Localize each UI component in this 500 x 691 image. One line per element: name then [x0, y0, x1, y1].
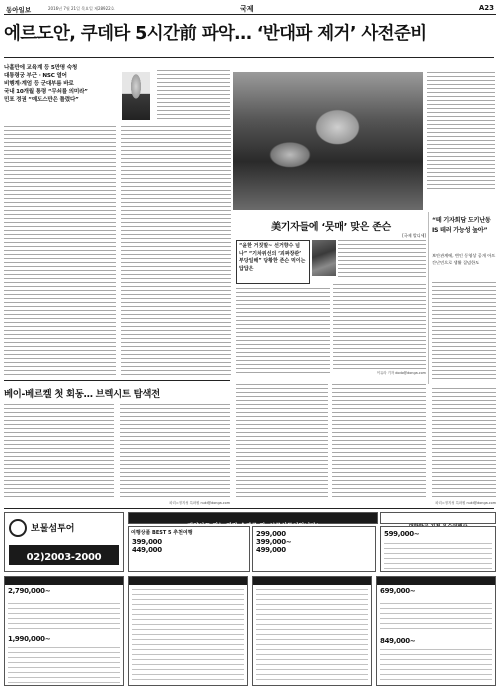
- ad-lower-right: [376, 576, 496, 686]
- kicker-line: 비행계·계엄 등 군대부름 바로: [4, 81, 74, 87]
- company-phone-panel: [9, 545, 119, 565]
- page-number: A23: [478, 4, 494, 12]
- newspaper-brand: 동아일보: [6, 6, 32, 14]
- second-story-byline: 파리=정지성 특파원 nuki@donga.com: [169, 501, 230, 505]
- ad-price: 2,790,000~: [8, 587, 51, 595]
- ad-banner-right: [380, 512, 496, 524]
- masthead: [4, 3, 496, 15]
- ad-price: 449,000: [132, 546, 162, 554]
- second-story-column-2: [120, 404, 230, 500]
- johnson-portrait-photo: [312, 240, 336, 276]
- ad-lower-header: [377, 577, 495, 585]
- ad-price: 499,000: [256, 546, 286, 554]
- ad-tour-box: [252, 526, 376, 572]
- kicker-line: 국내 10개월 통령 “무쇠를 의미라”: [4, 89, 88, 95]
- ad-lower-left-header: [5, 577, 123, 585]
- ad-text-block: [8, 647, 120, 683]
- third-story-column-3: [432, 388, 496, 500]
- feature-story-subtitle: [국제 발디세]: [402, 233, 426, 238]
- photo-caption: [427, 72, 495, 190]
- second-story-title: 베이-베르켈 첫 회동… 브렉시트 탐색전: [4, 389, 160, 400]
- lead-body-column-1: [4, 126, 116, 376]
- section-name: 국제: [240, 5, 254, 13]
- ad-price: 849,000~: [380, 637, 416, 645]
- ad-lower-header: [253, 577, 371, 585]
- third-story-column-2: [332, 384, 426, 500]
- side-story-body: [432, 282, 496, 382]
- ad-text-block: [256, 589, 368, 683]
- third-story-byline: 파리=정지성 특파원 nuki@donga.com: [435, 501, 496, 505]
- ad-price: 399,000: [132, 538, 162, 546]
- ad-price: 399,000~: [256, 538, 292, 546]
- side-story-deck: 보안관계에, 변인 동영상 공개 아프간난민으로 생활 질념한도: [432, 253, 496, 265]
- erdogan-portrait-photo: [122, 72, 150, 120]
- ad-airline-box: [380, 526, 496, 572]
- lead-body-column-2-top: [157, 70, 230, 122]
- ad-promo-box: [128, 526, 250, 572]
- ad-text-block: [380, 603, 492, 633]
- right-column-divider: [428, 212, 429, 384]
- company-logo-icon: [9, 519, 27, 537]
- feature-story-title: 美기자들에 ‘뭇매’ 맞은 존슨: [271, 222, 391, 233]
- news-photo-police-escort: [233, 72, 423, 210]
- ad-lower-mid-right: [252, 576, 372, 686]
- lead-body-column-2: [121, 126, 231, 376]
- ad-lower-header: [129, 577, 247, 585]
- company-ad-box: [4, 512, 124, 572]
- lead-kicker-block: [4, 64, 118, 120]
- ad-price: 599,000~: [384, 530, 420, 538]
- ad-price: 1,990,000~: [8, 635, 51, 643]
- company-name: 보물섬투어: [31, 524, 75, 534]
- ad-banner: [128, 512, 378, 524]
- kicker-line: 대통령궁 부근 · NSC 열어: [4, 73, 67, 79]
- ad-lower-mid-left: [128, 576, 248, 686]
- ad-lower-left: [4, 576, 124, 686]
- kicker-line: 민포 정권 “예도스만은 틀렸다”: [4, 97, 79, 103]
- ad-promo-title: 여행상품 BEST 5 추천여행: [131, 530, 193, 536]
- third-story-column-1: [236, 384, 328, 500]
- ad-price: 699,000~: [380, 587, 416, 595]
- ad-text-block: [132, 589, 244, 683]
- feature-body-top: [338, 240, 426, 280]
- feature-byline: 이유라 기자 dodo@donga.com: [376, 371, 426, 375]
- issue-date: 2016년 7월 21일 목요일 제28922호: [48, 6, 115, 11]
- main-headline: 에르도안, 쿠데타 5시간前 파악… ‘반대파 제거’ 사전준비: [4, 24, 427, 44]
- ad-text-block: [380, 649, 492, 683]
- side-story-title: “테 기자회담 도키난동 IS 테러 가능성 높아”: [432, 217, 491, 234]
- second-story-column-1: [4, 404, 114, 500]
- ad-section-rule: [4, 508, 494, 509]
- second-story-rule: [4, 380, 230, 381]
- ad-text-block: [384, 543, 492, 569]
- feature-body-column-2: [333, 284, 426, 370]
- feature-pull-quote: “윤한 거짓말~ 선거향수 넘나” “기차위선의 ‘괴짜장관’ 부당일해” 당황한 존슨 먹이는 답답은: [236, 240, 310, 284]
- headline-rule: [4, 57, 494, 58]
- ad-price: 299,000: [256, 530, 286, 538]
- company-phone: 02)2003-2000: [26, 552, 102, 563]
- ad-text-block: [8, 603, 120, 631]
- kicker-line: 나흘만에 교육계 등 5만명 숙청: [4, 65, 78, 71]
- feature-body-column-1: [236, 288, 330, 376]
